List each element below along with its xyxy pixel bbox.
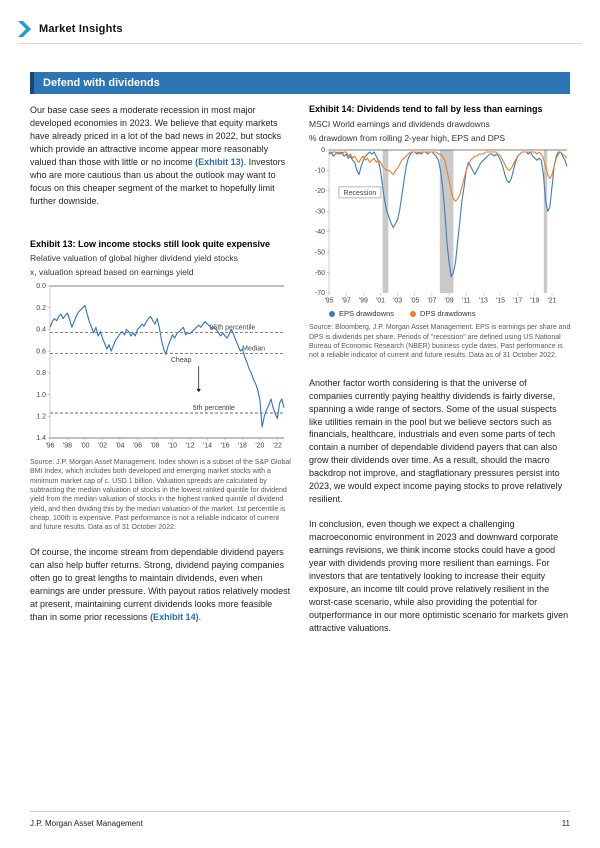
svg-text:'06: '06 (132, 442, 143, 450)
exhibit-14-chart (309, 146, 571, 306)
dividends-text-before: Of course, the income stream from dependable dividend payers can also help buffer returns. Strong, dividend paying companies often go to great lengths to maintain dividends, even when earnings are under pressure. With payout ratios relatively modest at present, maintaining current dividends looks more feasible than in some prior recessions (30, 547, 291, 623)
svg-text:5th percentile: 5th percentile (192, 405, 235, 413)
svg-text:'02: '02 (97, 442, 108, 450)
page-number: 11 (561, 819, 570, 828)
right-column (309, 104, 571, 635)
exhibit-14-legend (329, 309, 571, 318)
svg-text:'96: '96 (45, 442, 55, 450)
dps-legend-label: DPS drawdowns (420, 309, 476, 319)
conclusion-paragraph: In conclusion, even though we expect a challenging macroeconomic environment in 2023 and downward corporate earnings revisions, we think income stocks could have a good year with dividends proving more resilient than earnings. For investors that are tentatively looking to increase their equity exposure, an income tilt could prove relatively resilient in the worst-case scenario, while also providing the potential for outperformance in our more optimistic scenario for markets given attractive valuations. (309, 519, 569, 633)
page-header (18, 14, 582, 44)
svg-text:-20: -20 (314, 188, 325, 196)
section-title: Defend with dividends (43, 77, 160, 89)
svg-text:0.6: 0.6 (36, 348, 46, 356)
svg-text:'00: '00 (80, 442, 90, 450)
page-content (30, 104, 570, 635)
svg-text:'12: '12 (185, 442, 195, 450)
svg-text:'13: '13 (478, 297, 488, 305)
svg-text:'21: '21 (547, 297, 557, 305)
left-column (30, 104, 292, 635)
header-title: Market Insights (39, 22, 123, 35)
svg-text:1.0: 1.0 (36, 391, 46, 399)
exhibit-13-axis-label: x, valuation spread based on earnings yield (30, 267, 194, 278)
dps-legend-dot (410, 311, 416, 317)
svg-text:'95: '95 (324, 297, 334, 305)
page-footer (30, 811, 570, 828)
intro-text-before: Our base case sees a moderate recession in most major developed economies in 2023. We believe that equity markets have already priced in a lot of the bad news in 2022, but stocks which provide an attractive income appear more reasonably valued than those with little or no income (30, 105, 282, 167)
svg-text:'97: '97 (341, 297, 351, 305)
svg-text:'08: '08 (150, 442, 160, 450)
eps-legend-item (329, 309, 394, 318)
dividends-paragraph (30, 546, 292, 624)
svg-text:'99: '99 (358, 297, 368, 305)
svg-text:'03: '03 (393, 297, 403, 305)
intro-paragraph (30, 104, 292, 208)
svg-text:-40: -40 (314, 229, 325, 237)
svg-text:'05: '05 (410, 297, 420, 305)
svg-text:-10: -10 (314, 168, 325, 176)
svg-text:0: 0 (321, 147, 325, 155)
svg-text:0.4: 0.4 (36, 326, 46, 334)
exhibit-14-title: Exhibit 14: Dividends tend to fall by less than earnings (309, 104, 543, 114)
svg-text:'16: '16 (220, 442, 230, 450)
svg-text:95th percentile: 95th percentile (209, 324, 256, 332)
svg-text:'22: '22 (272, 442, 282, 450)
svg-text:'10: '10 (167, 442, 178, 450)
svg-text:Recession: Recession (343, 190, 377, 198)
dps-legend-item (410, 309, 475, 318)
exhibit-14-axis-label: % drawdown from rolling 2-year high, EPS and DPS (309, 132, 506, 143)
svg-text:-70: -70 (314, 290, 325, 298)
exhibit-14-source: Source: Bloomberg, J.P. Morgan Asset Management. EPS is earnings per share and DPS is dividends per share. Periods of "recession" are defined using US National Bureau of Economic Research (NBER) business cycle dates. Past performance is not a reliable indicator of current and future results. Data as of 31 October 2022. (309, 324, 571, 360)
svg-text:0.0: 0.0 (36, 283, 46, 291)
svg-text:Median: Median (242, 345, 266, 353)
svg-text:1.4: 1.4 (36, 435, 46, 443)
svg-text:'14: '14 (202, 442, 213, 450)
exhibit-13-subtitle: Relative valuation of global higher dividend yield stocks (30, 253, 238, 264)
eps-legend-label: EPS drawdowns (339, 309, 395, 319)
exhibit-13-title: Exhibit 13: Low income stocks still look quite expensive (30, 238, 271, 249)
svg-text:'09: '09 (444, 297, 454, 305)
diversity-paragraph: Another factor worth considering is that the universe of companies currently paying healthy dividends is fairly diverse, spanning a wide range of sectors. Some of the usual suspects like utilities remain in the pool but we believe sectors such as financials, healthcare, industrials and even some parts of tech contain a number of dependable dividend payers that can also grow their dividends over time. As a result, should the macro backdrop not improve, and stagflationary pressures persist into 2023, we would expect income paying stocks to prove relatively resilient. (309, 377, 563, 505)
svg-text:'15: '15 (495, 297, 506, 305)
svg-text:1.2: 1.2 (36, 413, 46, 421)
svg-text:'20: '20 (255, 442, 265, 450)
eps-legend-dot (329, 311, 335, 317)
svg-text:0.2: 0.2 (36, 304, 46, 312)
svg-text:'11: '11 (461, 297, 471, 305)
exhibit-13-source: Source: J.P. Morgan Asset Management. Index shown is a subset of the S&P Global BMI Index, which includes both developed and emerging market stocks with a minimum market cap of c. USD 1 billion. Valuation spreads are calculated by subtracting the median valuation of stocks in the lowest ranked quintile for dividend yield from the median valuation of stocks in the highest ranked quintile of dividend yield, and then dividing this by the median valuation of the market. 1st percentile is cheap, 100th is expensive. Past performance is not a reliable indicator of current and future results. Data as of 31 October 2022. (30, 459, 291, 532)
jpmorgan-chevron-icon (18, 21, 32, 37)
svg-text:'04: '04 (115, 442, 125, 450)
svg-text:'01: '01 (375, 297, 386, 305)
svg-text:-50: -50 (314, 249, 325, 257)
exhibit-13 (30, 239, 292, 533)
dividends-text-after: . (198, 612, 202, 623)
svg-text:0.8: 0.8 (36, 370, 46, 378)
svg-text:'18: '18 (237, 442, 247, 450)
exhibit-14-subtitle: MSCI World earnings and dividends drawdowns (309, 118, 490, 129)
svg-text:'98: '98 (62, 442, 73, 450)
exhibit-14-reference: (Exhibit 14) (150, 612, 199, 623)
exhibit-14 (309, 104, 571, 361)
exhibit-13-reference: (Exhibit 13) (195, 156, 244, 167)
svg-text:'19: '19 (530, 297, 540, 305)
svg-text:'17: '17 (513, 297, 523, 305)
svg-text:'07: '07 (427, 297, 437, 305)
section-banner (30, 72, 570, 94)
footer-brand: J.P. Morgan Asset Management (30, 819, 143, 828)
intro-text-after: . Investors who are more cautious than us about the outlook may want to focus on this cheaper segment of the market to hopefully limit further downside. (30, 156, 286, 206)
svg-text:Cheap: Cheap (170, 357, 192, 365)
exhibit-13-chart (30, 281, 292, 453)
svg-text:-30: -30 (314, 208, 325, 216)
svg-text:-60: -60 (314, 270, 325, 278)
